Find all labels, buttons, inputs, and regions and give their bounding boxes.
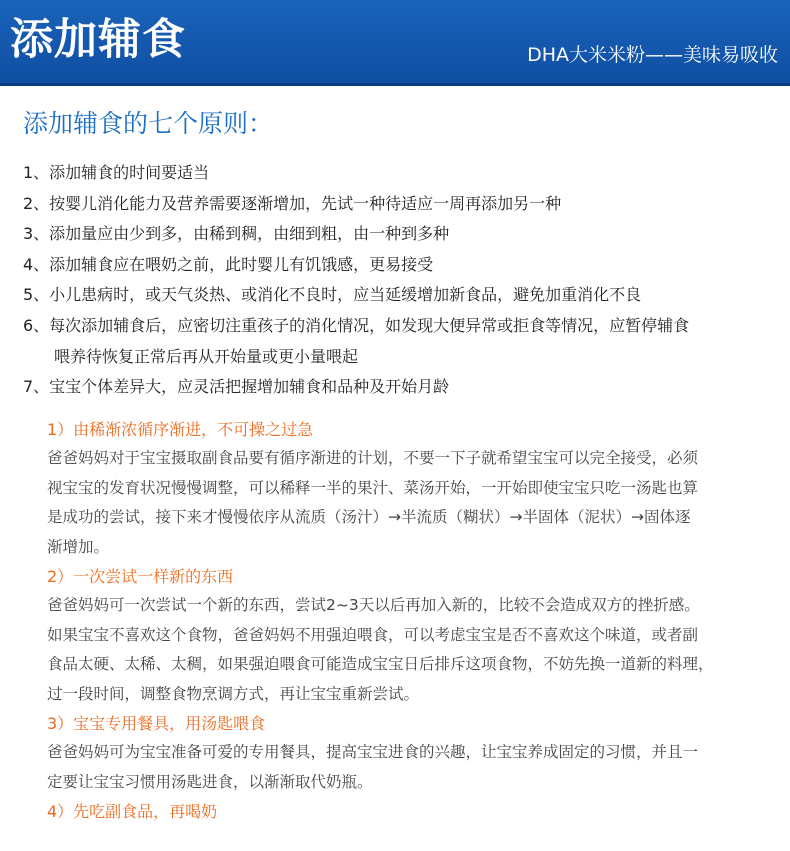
header-banner	[0, 0, 790, 86]
detail-line: 爸爸妈妈可为宝宝准备可爱的专用餐具，提高宝宝进食的兴趣，让宝宝养成固定的习惯，并且一	[47, 743, 699, 761]
principle-item: 7、宝宝个体差异大，应灵活把握增加辅食和品种及开始月龄	[23, 377, 450, 397]
detail-paragraph	[47, 591, 767, 709]
principle-item: 1、添加辅食的时间要适当	[23, 163, 210, 182]
banner-subtitle: DHA大米米粉——美味易吸收	[527, 44, 778, 66]
detail-line: 渐增加。	[47, 537, 110, 556]
detail-line: 视宝宝的发育状况慢慢调整，可以稀释一半的果汁、菜汤开始，一开始即使宝宝只吃一汤匙也算	[47, 478, 699, 497]
principle-item: 6、每次添加辅食后，应密切注重孩子的消化情况，如发现大便异常或拒食等情况，应暂停辅食	[23, 315, 690, 335]
detail-line: 如果宝宝不喜欢这个食物，爸爸妈妈不用强迫喂食，可以考虑宝宝是否不喜欢这个味道，或者副	[47, 625, 699, 644]
principles-list	[23, 158, 783, 403]
detail-line: 食品太硬、太稀、太稠，如果强迫喂食可能造成宝宝日后排斥这项食物，不妨先换一道新的料理，	[47, 655, 714, 673]
principle-item: 3、添加量应由少到多，由稀到稠，由细到粗，由一种到多种	[23, 224, 450, 244]
banner-title: 添加辅食	[10, 15, 186, 65]
detail-line: 是成功的尝试，接下来才慢慢依序从流质（汤汁）→半流质（糊状）→半固体（泥状）→固体逐	[47, 508, 691, 526]
detail-line: 过一段时间，调整食物烹调方式，再让宝宝重新尝试。	[47, 684, 420, 703]
details-section	[47, 416, 767, 826]
principle-item-continuation: 喂养待恢复正常后再从开始量或更小量喂起	[54, 346, 359, 366]
section-title: 添加辅食的七个原则：	[23, 109, 274, 138]
detail-line: 爸爸妈妈可一次尝试一个新的东西，尝试2~3天以后再加入新的，比较不会造成双方的挫折感。	[47, 596, 700, 614]
detail-paragraph	[47, 444, 767, 562]
detail-heading: 2）一次尝试一样新的东西	[47, 567, 234, 586]
detail-line: 定要让宝宝习惯用汤匙进食，以渐渐取代奶瓶。	[47, 772, 373, 791]
detail-heading: 1）由稀渐浓循序渐进，不可操之过急	[47, 420, 314, 439]
detail-line: 爸爸妈妈对于宝宝摄取副食品要有循序渐进的计划，不要一下子就希望宝宝可以完全接受，必须	[47, 449, 699, 467]
principle-item: 2、按婴儿消化能力及营养需要逐渐增加，先试一种待适应一周再添加另一种	[23, 193, 562, 213]
detail-heading: 4）先吃副食品，再喝奶	[47, 802, 218, 821]
principle-item: 5、小儿患病时，或天气炎热、或消化不良时，应当延缓增加新食品，避免加重消化不良	[23, 285, 642, 305]
principle-item: 4、添加辅食应在喂奶之前，此时婴儿有饥饿感，更易接受	[23, 254, 434, 274]
detail-heading: 3）宝宝专用餐具，用汤匙喂食	[47, 714, 266, 733]
detail-paragraph	[47, 738, 767, 797]
